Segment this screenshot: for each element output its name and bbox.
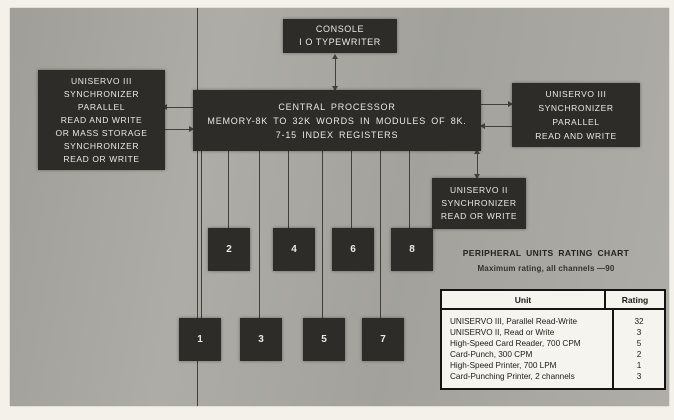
channel-number: 6: [350, 244, 356, 255]
channel-number: 5: [321, 334, 327, 345]
channel-line-6: [351, 151, 352, 228]
channel-box-6: [332, 228, 374, 271]
box-label-line: PARALLEL: [552, 117, 600, 127]
channel-line-3: [259, 151, 260, 318]
box-label-line: READ AND WRITE: [60, 114, 143, 125]
console-cpu-connector: [335, 56, 336, 90]
table-cell-unit: Card-Punching Printer, 2 channels: [450, 372, 575, 381]
channel-number: 4: [291, 244, 297, 255]
table-cell-rating: 32: [634, 317, 644, 326]
box-label-line: CENTRAL PROCESSOR: [278, 101, 396, 112]
table-cell-unit: UNISERVO III, Parallel Read-Write: [450, 317, 578, 326]
box-label-line: SYNCHRONIZER: [441, 198, 517, 208]
channel-box-7: [362, 318, 404, 361]
central-processor-box: [193, 90, 481, 151]
right-cpu-connector-bottom: [481, 126, 512, 127]
table-cell-rating: 1: [636, 361, 642, 370]
box-label-line: UNISERVO III: [545, 89, 607, 99]
box-label-line: I O TYPEWRITER: [299, 37, 381, 47]
table-cell-rating: 3: [636, 328, 642, 337]
box-label-line: PARALLEL: [77, 101, 126, 112]
box-label-line: READ OR WRITE: [440, 211, 518, 221]
table-header-unit: Unit: [514, 295, 532, 305]
table-cell-rating: 5: [636, 339, 642, 348]
box-label-line: SYNCHRONIZER: [538, 103, 614, 113]
channel-line-1: [201, 151, 202, 318]
channel-number: 7: [380, 334, 386, 345]
box-label-line: SYNCHRONIZER: [63, 140, 140, 151]
rating-chart-title: PERIPHERAL UNITS RATING CHART: [462, 248, 630, 258]
table-cell-unit: High-Speed Printer, 700 LPM: [450, 361, 557, 370]
rating-chart-subtitle: Maximum rating, all channels —90: [477, 264, 615, 273]
console-box: [283, 19, 397, 53]
box-label-line: SYNCHRONIZER: [63, 88, 140, 99]
arrow-up-icon: [332, 54, 338, 59]
box-label-line: READ AND WRITE: [535, 131, 617, 141]
table-cell-rating: 2: [636, 350, 642, 359]
channel-box-8: [391, 228, 433, 271]
channel-number: 1: [197, 334, 203, 345]
channel-line-5: [322, 151, 323, 318]
box-label-line: CONSOLE: [315, 24, 365, 34]
channel-number: 2: [226, 244, 232, 255]
table-unit-column: [442, 310, 612, 388]
table-cell-rating: 3: [636, 372, 642, 381]
left-cpu-connector-top: [165, 107, 193, 108]
box-label-line: MEMORY-8K TO 32K WORDS IN MODULES OF 8K.: [207, 115, 467, 126]
rating-chart-table: [440, 289, 666, 390]
channel-box-5: [303, 318, 345, 361]
channel-box-3: [240, 318, 282, 361]
box-label-line: OR MASS STORAGE: [55, 127, 148, 138]
channel-line-8: [409, 151, 410, 228]
channel-box-4: [273, 228, 315, 271]
box-label-line: READ OR WRITE: [63, 153, 140, 164]
uniservo2-box: [432, 178, 526, 229]
channel-number: 3: [258, 334, 264, 345]
table-cell-unit: Card-Punch, 300 CPM: [450, 350, 533, 359]
table-body: [442, 310, 664, 388]
left-synchronizer-box: [38, 70, 165, 170]
box-label-line: UNISERVO II: [450, 185, 508, 195]
channel-box-2: [208, 228, 250, 271]
table-cell-unit: High-Speed Card Reader, 700 CPM: [450, 339, 581, 348]
channel-number: 8: [409, 244, 415, 255]
channel-line-4: [288, 151, 289, 228]
table-rating-column: [612, 310, 664, 388]
table-header-rating: Rating: [604, 291, 664, 308]
channel-line-2: [228, 151, 229, 228]
box-label-line: UNISERVO III: [71, 75, 132, 86]
box-label-line: 7-15 INDEX REGISTERS: [275, 129, 399, 140]
table-header-row: [442, 291, 664, 310]
right-synchronizer-box: [512, 83, 640, 147]
diagram-photo: [10, 8, 669, 406]
channel-box-1: [179, 318, 221, 361]
table-cell-unit: UNISERVO II, Read or Write: [450, 328, 555, 337]
channel-line-7: [380, 151, 381, 318]
